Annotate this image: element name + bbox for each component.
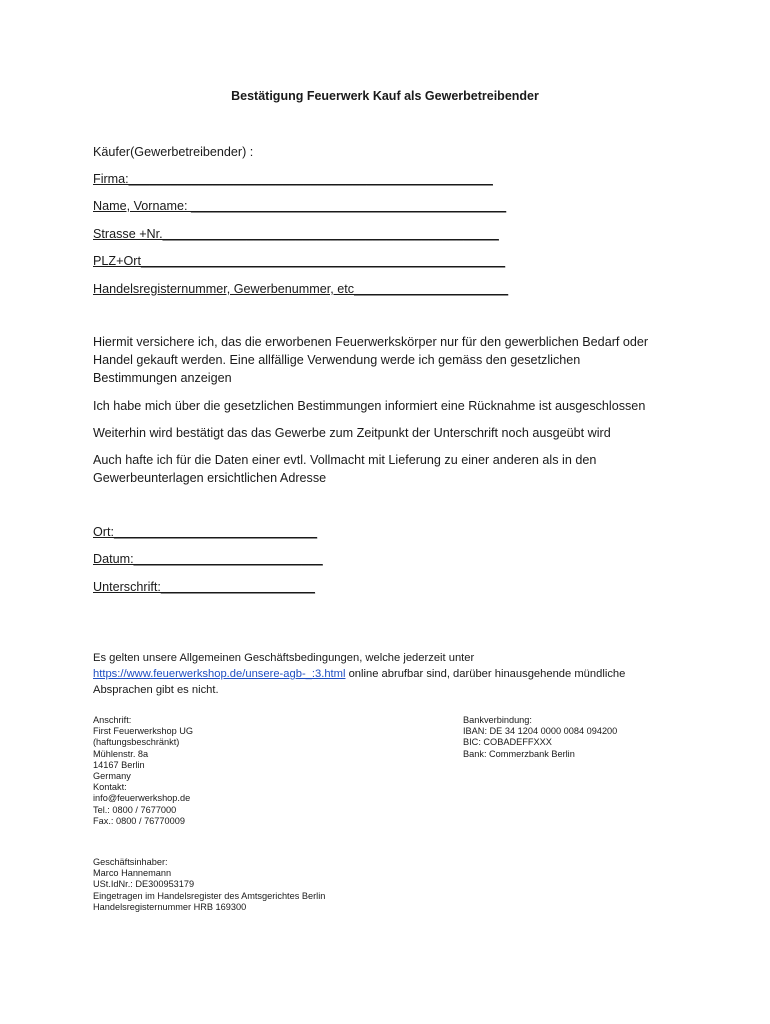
field-firma: Firma:____________________________________________________ <box>93 172 493 186</box>
buyer-heading: Käufer(Gewerbetreibender) : <box>93 145 254 159</box>
address-line: Tel.: 0800 / 7677000 <box>93 804 177 815</box>
address-line: (haftungsbeschränkt) <box>93 737 180 748</box>
bank-block <box>463 715 617 760</box>
agb-link[interactable]: https://www.feuerwerkshop.de/unsere-agb-_:3.html <box>93 668 346 680</box>
address-block <box>93 715 193 827</box>
bank-line: Bankverbindung: <box>463 715 532 725</box>
bank-line: BIC: COBADEFFXXX <box>463 737 552 748</box>
address-line: info@feuerwerkshop.de <box>93 793 191 804</box>
field-handelsregister: Handelsregisternummer, Gewerbenummer, etc______________________ <box>93 282 509 296</box>
field-strasse: Strasse +Nr.________________________________________________ <box>93 227 499 241</box>
paragraph-line: Handel gekauft werden. Eine allfällige Verwendung werde ich gemäss den gesetzlichen <box>93 353 581 367</box>
paragraph-gewerbe <box>93 424 693 442</box>
field-ort: Ort:_____________________________ <box>93 525 318 539</box>
paragraph-line: Hiermit versichere ich, das die erworbenen Feuerwerkskörper nur für den gewerblichen Bedarf oder <box>93 335 649 349</box>
owner-line: Marco Hannemann <box>93 868 172 879</box>
field-plz-ort: PLZ+Ort____________________________________________________ <box>93 254 506 268</box>
paragraph-versicherung <box>93 333 693 387</box>
agb-line-1: Es gelten unsere Allgemeinen Geschäftsbedingungen, welche jederzeit unter <box>93 652 475 664</box>
paragraph-line: Bestimmungen anzeigen <box>93 371 232 385</box>
owner-line: Geschäftsinhaber: <box>93 857 168 867</box>
bank-line: IBAN: DE 34 1204 0000 0084 094200 <box>463 726 618 737</box>
owner-line: Handelsregisternummer HRB 169300 <box>93 901 247 912</box>
field-unterschrift: Unterschrift:______________________ <box>93 580 315 594</box>
bank-line: Bank: Commerzbank Berlin <box>463 748 575 759</box>
agb-line-2 <box>93 666 625 682</box>
agb-line-2-rest: online abrufbar sind, darüber hinausgehende mündliche <box>345 668 626 680</box>
paragraph-line: Ich habe mich über die gesetzlichen Bestimmungen informiert eine Rücknahme ist ausgeschlossen <box>93 399 646 413</box>
field-datum: Datum:___________________________ <box>93 552 323 566</box>
address-line: Mühlenstr. 8a <box>93 748 149 759</box>
paragraph-line: Weiterhin wird bestätigt das das Gewerbe zum Zeitpunkt der Unterschrift noch ausgeübt wird <box>93 426 611 440</box>
owner-block <box>93 857 325 913</box>
owner-line: Eingetragen im Handelsregister des Amtsgerichtes Berlin <box>93 890 326 901</box>
address-line: Kontakt: <box>93 782 127 793</box>
paragraph-line: Gewerbeunterlagen ersichtlichen Adresse <box>93 471 327 485</box>
paragraph-line: Auch hafte ich für die Daten einer evtl. Vollmacht mit Lieferung zu einer anderen als in den <box>93 453 597 467</box>
paragraph-ruecknahme <box>93 397 693 415</box>
agb-line-3: Absprachen gibt es nicht. <box>93 684 219 696</box>
document-title: Bestätigung Feuerwerk Kauf als Gewerbetreibender <box>231 89 539 103</box>
paragraph-vollmacht <box>93 451 693 487</box>
address-line: Germany <box>93 771 131 782</box>
field-name: Name, Vorname: _____________________________________________ <box>93 199 507 213</box>
address-line: First Feuerwerkshop UG <box>93 726 194 737</box>
owner-line: USt.IdNr.: DE300953179 <box>93 879 195 890</box>
address-line: Anschrift: <box>93 715 132 725</box>
address-line: Fax.: 0800 / 76770009 <box>93 815 185 826</box>
address-line: 14167 Berlin <box>93 759 145 770</box>
